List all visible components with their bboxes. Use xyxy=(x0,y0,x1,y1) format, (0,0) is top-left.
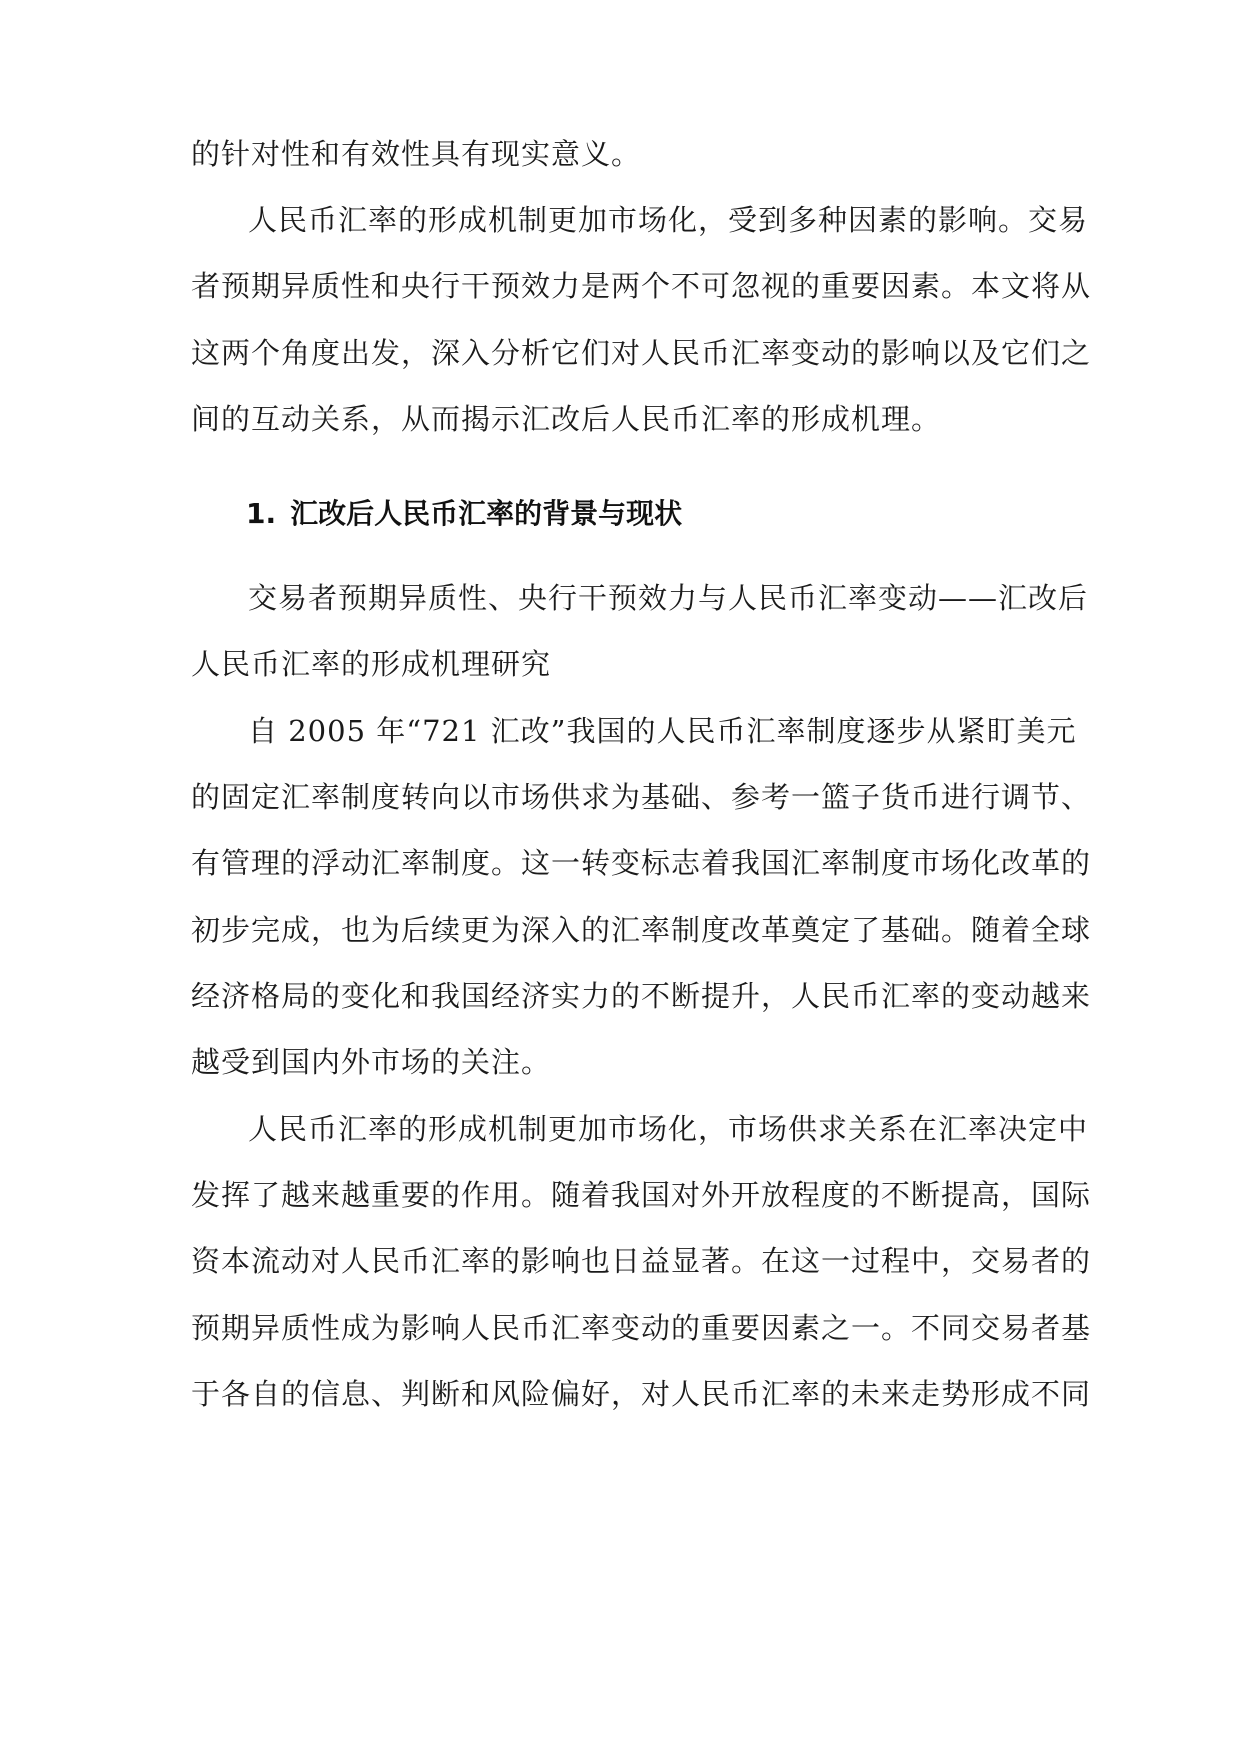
paragraph-line: 自 2005 年“721 汇改”我国的人民币汇率制度逐步从紧盯美元 xyxy=(248,714,1077,748)
paragraph-line: 间的互动关系，从而揭示汇改后人民币汇率的形成机理。 xyxy=(191,402,942,436)
paragraph-line: 于各自的信息、判断和风险偏好，对人民币汇率的未来走势形成不同 xyxy=(191,1377,1092,1411)
section-heading xyxy=(246,494,682,534)
paragraph-line: 人民币汇率的形成机制更加市场化，市场供求关系在汇率决定中 xyxy=(248,1112,1089,1146)
paragraph-line: 初步完成，也为后续更为深入的汇率制度改革奠定了基础。随着全球 xyxy=(191,913,1092,947)
section-number: 1. xyxy=(246,497,277,530)
paragraph-line: 预期异质性成为影响人民币汇率变动的重要因素之一。不同交易者基 xyxy=(191,1311,1092,1345)
paragraph-line: 人民币汇率的形成机制更加市场化，受到多种因素的影响。交易 xyxy=(248,203,1089,237)
paragraph-line: 这两个角度出发，深入分析它们对人民币汇率变动的影响以及它们之 xyxy=(191,336,1092,370)
paragraph-line: 人民币汇率的形成机理研究 xyxy=(191,647,552,681)
paragraph-line: 越受到国内外市场的关注。 xyxy=(191,1045,552,1079)
paragraph-line: 经济格局的变化和我国经济实力的不断提升，人民币汇率的变动越来 xyxy=(191,979,1092,1013)
paragraph-line: 发挥了越来越重要的作用。随着我国对外开放程度的不断提高，国际 xyxy=(191,1178,1092,1212)
paragraph-line: 有管理的浮动汇率制度。这一转变标志着我国汇率制度市场化改革的 xyxy=(191,846,1092,880)
paragraph-line: 的针对性和有效性具有现实意义。 xyxy=(191,137,642,171)
paragraph-line: 者预期异质性和央行干预效力是两个不可忽视的重要因素。本文将从 xyxy=(191,269,1092,303)
paragraph-line: 资本流动对人民币汇率的影响也日益显著。在这一过程中，交易者的 xyxy=(191,1244,1092,1278)
section-title: 汇改后人民币汇率的背景与现状 xyxy=(290,497,683,530)
paragraph-line: 交易者预期异质性、央行干预效力与人民币汇率变动——汇改后 xyxy=(248,581,1089,615)
paragraph-line: 的固定汇率制度转向以市场供求为基础、参考一篮子货币进行调节、 xyxy=(191,780,1092,814)
